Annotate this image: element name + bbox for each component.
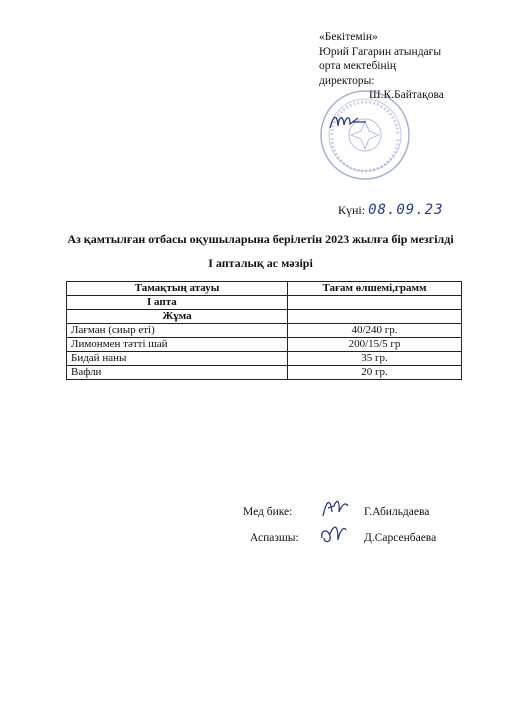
table-row: [67, 324, 462, 338]
date-value: 08.09.23: [368, 202, 444, 218]
cook-name: Д.Сарсенбаева: [364, 532, 437, 544]
cook-label: Аспазшы:: [250, 532, 299, 544]
nurse-signature: [320, 494, 350, 520]
date-label: Күні:: [338, 203, 366, 217]
approval-heading: «Бекітемін»: [319, 31, 378, 43]
document-subtitle: I апталық ас мәзірі: [208, 256, 313, 270]
dish-name: Вафли: [67, 366, 288, 380]
director-label: директоры:: [319, 74, 375, 87]
portion-size: 20 гр.: [288, 366, 462, 380]
table-row: [67, 352, 462, 366]
school-seal-stamp: [318, 88, 412, 182]
menu-table: [66, 281, 462, 380]
table-row: [67, 366, 462, 380]
header-dish-name: Тамақтың атауы: [67, 282, 288, 296]
cook-signature: [318, 520, 348, 546]
table-row: [67, 338, 462, 352]
document-title: Аз қамтылған отбасы оқушыларына берілетін 2023 жылға бір мезгілді: [67, 232, 454, 246]
table-row: [67, 310, 462, 324]
director-signature: [328, 110, 368, 132]
table-header-row: [67, 282, 462, 296]
empty-cell: [288, 310, 462, 324]
empty-cell: [288, 296, 462, 310]
dish-name: Бидай наны: [67, 352, 288, 366]
dish-name: Лимонмен тәтті шай: [67, 338, 288, 352]
nurse-label: Мед бике:: [243, 506, 293, 518]
header-portion-size: Тағам өлшемі,грамм: [288, 282, 462, 296]
school-name-line: Юрий Гагарин атындағы: [319, 45, 442, 58]
date-line: [338, 202, 444, 218]
director-name: Ш.К.Байтақова: [369, 89, 444, 101]
week-label: I апта: [67, 296, 288, 310]
school-type-line: орта мектебінің: [319, 60, 396, 72]
portion-size: 40/240 гр.: [288, 324, 462, 338]
table-row: [67, 296, 462, 310]
nurse-name: Г.Абильдаева: [364, 506, 430, 518]
day-label: Жұма: [67, 310, 288, 324]
dish-name: Лағман (сиыр еті): [67, 324, 288, 338]
portion-size: 200/15/5 гр: [288, 338, 462, 352]
portion-size: 35 гр.: [288, 352, 462, 366]
